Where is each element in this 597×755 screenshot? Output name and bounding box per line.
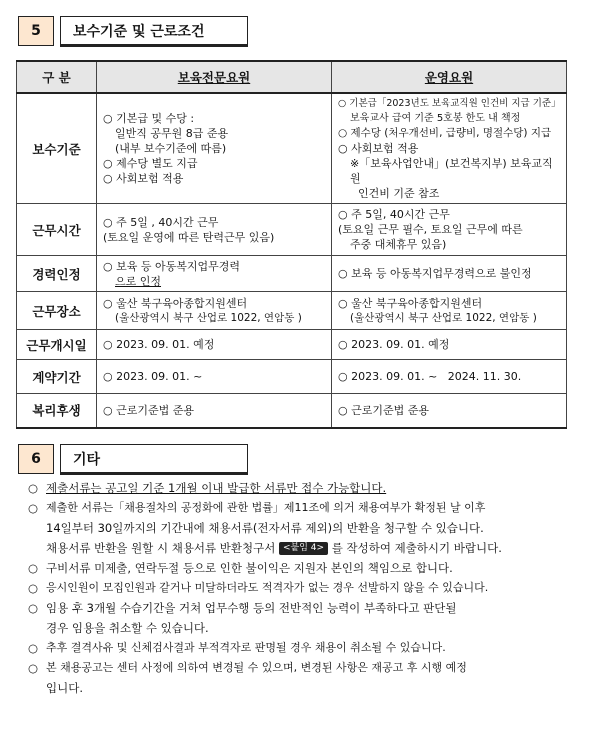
- row-label: 근무시간: [17, 204, 97, 256]
- table-row: [17, 330, 567, 360]
- section-title: 기타: [60, 444, 248, 475]
- list-item: ○ 구비서류 미제출, 연락두절 등으로 인한 불이익은 지원자 본인의 책임으로 합니다.: [28, 561, 453, 575]
- cell: ○ 2023. 09. 01. ~ 2024. 11. 30.: [332, 360, 567, 394]
- cell: ○ 보육 등 아동복지업무경력으로 불인정: [332, 256, 567, 292]
- list-item: ○ 응시인원이 모집인원과 같거나 미달하더라도 적격자가 없는 경우 선발하지 않을 수 있습니다.: [28, 581, 489, 595]
- cell: ○ 기본급 및 수당 : 일반직 공무원 8급 준용 (내부 보수기준에 따름) ○ 제수당 별도 지급 ○ 사회보험 적용: [97, 93, 332, 204]
- cell: ○ 근로기준법 준용: [97, 394, 332, 428]
- list-item: ○ 추후 결격사유 및 신체검사결과 부적격자로 판명될 경우 채용이 취소될 수 있습니다.: [28, 641, 446, 655]
- cell: ○ 울산 북구육아종합지원센터 (울산광역시 북구 산업로 1022, 연암동 ): [97, 292, 332, 330]
- table-header-row: [17, 61, 567, 93]
- list-item: ○ 제출서류는 공고일 기준 1개월 이내 발급한 서류만 접수 가능합니다.: [28, 481, 387, 495]
- list-item: ○ 본 채용공고는 센터 사정에 의하여 변경될 수 있으며, 변경된 사항은 재공고 후 시행 예정 입니다.: [28, 661, 467, 695]
- table-row: [17, 93, 567, 204]
- section-number: 5: [18, 16, 54, 46]
- header-operation-staff: 운영요원: [332, 61, 567, 93]
- table-row: [17, 360, 567, 394]
- cell: ○ 보육 등 아동복지업무경력 으로 인정: [97, 256, 332, 292]
- row-label: 복리후생: [17, 394, 97, 428]
- attachment-badge: <붙임 4>: [279, 542, 328, 555]
- cell: ○ 기본급「2023년도 보육교직원 인건비 지급 기준」 보육교사 급여 기준 5호봉 한도 내 책정 ○ 제수당 (처우개선비, 급량비, 명절수당) 지급 ○ 사회보험 적용 ※「보육사업안내」(보건복지부) 보육교직원 인건비 기준 참조: [332, 93, 567, 204]
- cell: ○ 2023. 09. 01. 예정: [332, 330, 567, 360]
- cell: ○ 2023. 09. 01. ~: [97, 360, 332, 394]
- table-row: [17, 204, 567, 256]
- section-6-header: [18, 444, 248, 474]
- row-label: 근무개시일: [17, 330, 97, 360]
- table-row: [17, 256, 567, 292]
- conditions-table: [16, 60, 567, 429]
- table-row: [17, 292, 567, 330]
- section-5-header: [18, 16, 248, 46]
- cell: ○ 2023. 09. 01. 예정: [97, 330, 332, 360]
- header-category: 구 분: [17, 61, 97, 93]
- header-childcare-staff: 보육전문요원: [97, 61, 332, 93]
- section-number: 6: [18, 444, 54, 474]
- row-label: 근무장소: [17, 292, 97, 330]
- cell: ○ 주 5일 , 40시간 근무 (토요일 운영에 따른 탄력근무 있음): [97, 204, 332, 256]
- cell: ○ 근로기준법 준용: [332, 394, 567, 428]
- cell: ○ 주 5일, 40시간 근무 (토요일 근무 필수, 토요일 근무에 따른 주중 대체휴무 있음): [332, 204, 567, 256]
- list-item: ○ 제출한 서류는「채용절차의 공정화에 관한 법률」제11조에 의거 채용여부가 확정된 날 이후 14일부터 30일까지의 기간내에 채용서류(전자서류 제외)의 반환을 청구할 수 있습니다. 채용서류 반환을 원할 시 채용서류 반환청구서 <붙임 4> 를 작성하여 제출하시기 바랍니다.: [28, 501, 502, 555]
- row-label: 보수기준: [17, 93, 97, 204]
- row-label: 계약기간: [17, 360, 97, 394]
- table-row: [17, 394, 567, 428]
- list-item: ○ 임용 후 3개월 수습기간을 거쳐 업무수행 등의 전반적인 능력이 부족하다고 판단될 경우 임용을 취소할 수 있습니다.: [28, 601, 457, 635]
- cell: ○ 울산 북구육아종합지원센터 (울산광역시 북구 산업로 1022, 연암동 ): [332, 292, 567, 330]
- other-notes: [28, 478, 568, 698]
- section-title: 보수기준 및 근로조건: [60, 16, 248, 47]
- row-label: 경력인정: [17, 256, 97, 292]
